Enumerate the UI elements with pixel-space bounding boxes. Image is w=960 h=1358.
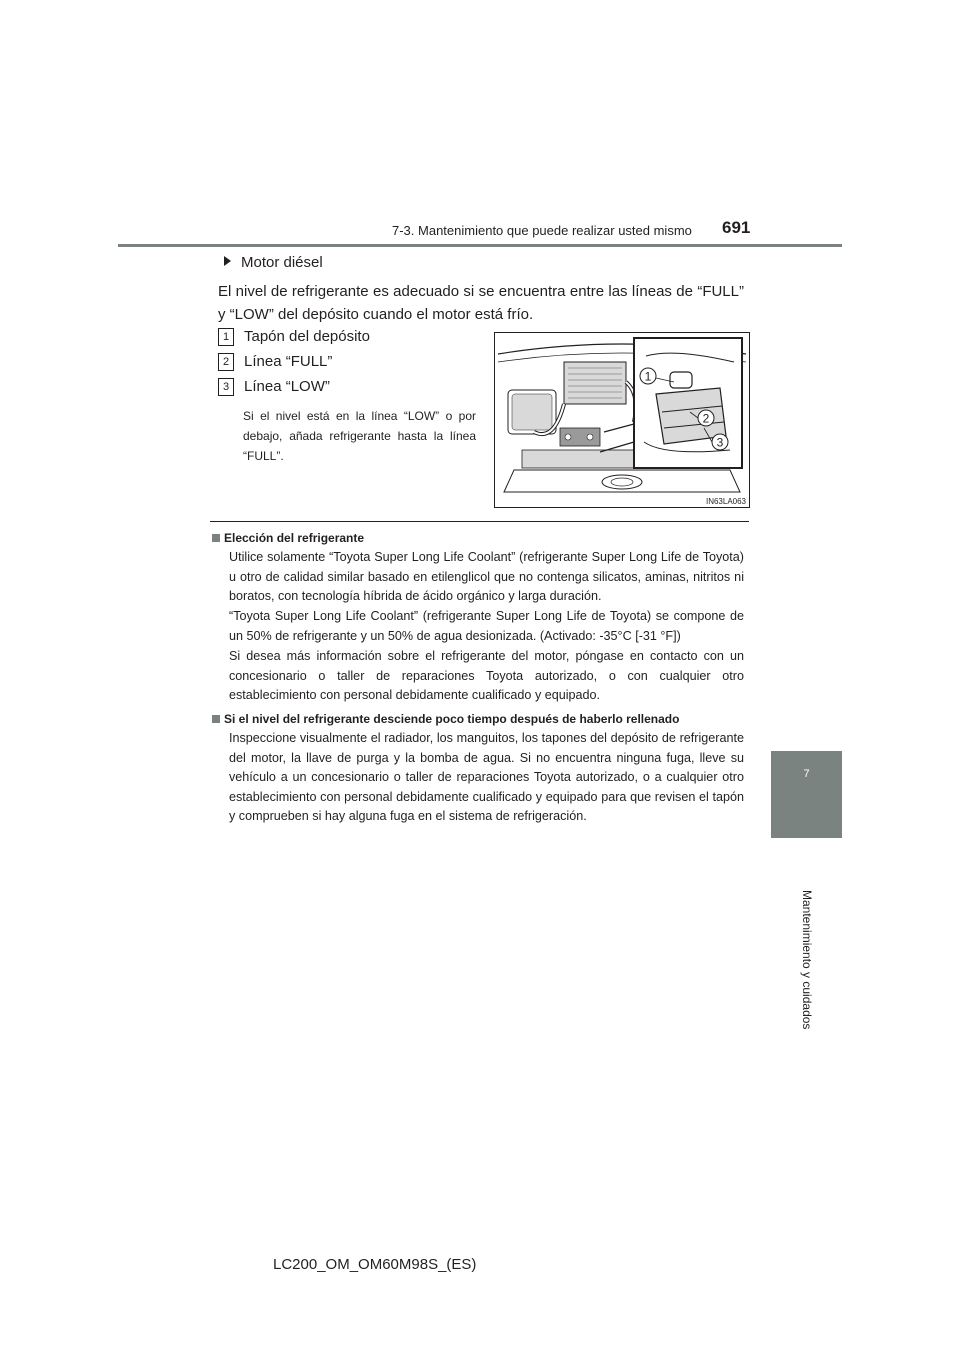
subsection-title (224, 254, 323, 271)
subsection-title-text: Motor diésel (241, 254, 323, 271)
list-item (218, 328, 370, 346)
list-item (218, 353, 332, 371)
chapter-label-text: Mantenimiento y cuidados (800, 890, 814, 1030)
document-code: LC200_OM_OM60M98S_(ES) (273, 1256, 477, 1273)
list-item-label: Línea “FULL” (244, 353, 333, 370)
figure-callout-2: 2 (702, 411, 710, 426)
section-title: 7-3. Mantenimiento que puede realizar usted mismo (392, 223, 692, 238)
note-paragraph: Si desea más información sobre el refrigerante del motor, póngase en contacto con un concesionario o taller de reparaciones Toyota autorizado, o con cualquier otro establecimiento con personal debidamente cualificado y equipado. (229, 649, 744, 702)
note-heading-text: Elección del refrigerante (224, 531, 365, 545)
callout-number: 3 (218, 378, 234, 396)
page-number: 691 (722, 218, 751, 237)
list-item-label: Tapón del depósito (244, 328, 370, 345)
intro-paragraph: El nivel de refrigerante es adecuado si se encuentra entre las líneas de “FULL” y “LOW” del depósito cuando el motor está frío. (218, 283, 744, 323)
figure-callout-1: 1 (644, 369, 652, 384)
section-divider (210, 521, 749, 522)
list-item (218, 378, 330, 396)
callout-number: 1 (218, 328, 234, 346)
note-heading-text: Si el nivel del refrigerante desciende poco tiempo después de haberlo rellenado (224, 712, 680, 726)
note-paragraph: Utilice solamente “Toyota Super Long Life Coolant” (refrigerante Super Long Life de Toyota) u otro de calidad similar basado en etilenglicol que no contenga silicatos, aminas, nitritos ni boratos, con tecnología híbrida de ácido orgánico y larga duración. (229, 550, 744, 603)
triangle-bullet-icon (224, 256, 231, 266)
level-note: Si el nivel está en la línea “LOW” o por debajo, añada refrigerante hasta la línea “FULL”. (243, 409, 476, 463)
engine-bay-illustration (494, 332, 750, 508)
list-item-label: Línea “LOW” (244, 378, 330, 395)
square-bullet-icon (212, 715, 220, 723)
note-paragraph: Inspeccione visualmente el radiador, los manguitos, los tapones del depósito de refrigerante del motor, la llave de purga y la bomba de agua. Si no encuentra ninguna fuga, lleve su vehículo a un concesionario o taller de reparaciones Toyota autorizado, o a cualquier otro establecimiento con personal debidamente cualificado y equipado para que revisen el tapón y comprueben si hay alguna fuga en el sistema de refrigeración. (229, 731, 744, 823)
note-heading-coolant-choice (212, 531, 364, 545)
figure-callout-3: 3 (716, 435, 724, 450)
note-paragraph: “Toyota Super Long Life Coolant” (refrigerante Super Long Life de Toyota) se compone de un 50% de refrigerante y un 50% de agua desionizada. (Activado: -35°C [-31 °F]) (229, 609, 744, 643)
header-rule (118, 244, 842, 247)
chapter-tab (771, 751, 842, 838)
note-heading-level-drop (212, 712, 679, 726)
chapter-number: 7 (803, 768, 810, 780)
square-bullet-icon (212, 534, 220, 542)
chapter-label (800, 890, 814, 1110)
figure-code: IN63LA063 (705, 497, 746, 506)
callout-number: 2 (218, 353, 234, 371)
